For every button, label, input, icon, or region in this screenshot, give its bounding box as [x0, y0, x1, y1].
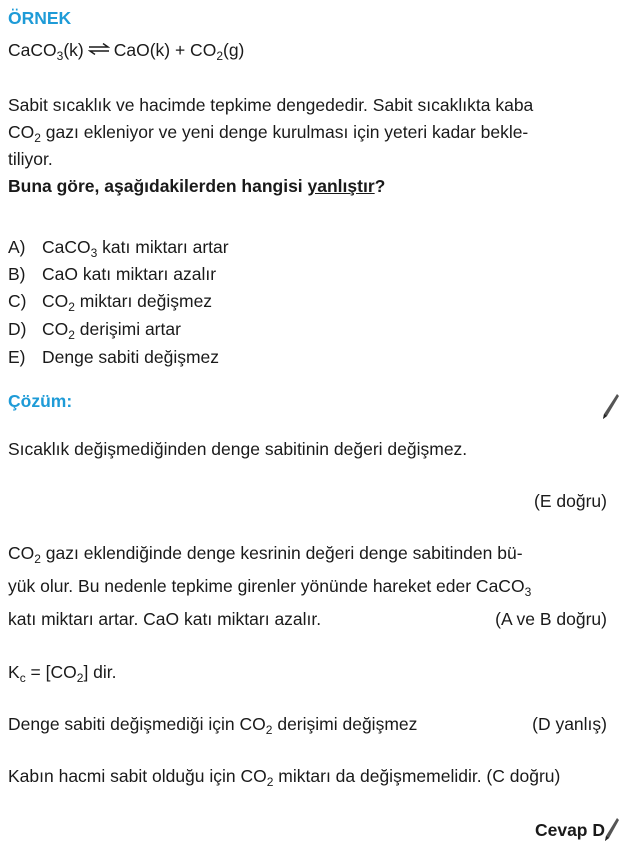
pencil-icon [601, 392, 619, 422]
solution-mark-3: (D yanlış) [532, 714, 607, 734]
product-subscript: 2 [216, 49, 223, 63]
example-heading: ÖRNEK [8, 8, 72, 28]
reactant-phase: (k) [63, 40, 84, 60]
solution-paragraph-2-line-1: $CO_2$ gazı eklendiğinde denge kesrinin değeri denge sabitinden bü- [8, 543, 523, 566]
question-prompt: Buna göre, aşağıdakilerden hangisi yanlıştır? [8, 176, 386, 196]
equilibrium-arrows-icon [88, 43, 110, 55]
option-c: C) $CO_2$ miktarı değişmez [8, 291, 213, 314]
solution-paragraph-2-line-2: yük olur. Bu nedenle tepkime girenler yönünde hareket eder CaCO$_3$ [8, 576, 532, 599]
question-line-2: $CO_2$ gazı ekleniyor ve yeni denge kurulması için yeteri kadar bekle- [8, 122, 529, 145]
option-d: D) $CO_2$ derişimi artar [8, 319, 181, 342]
answer-label: Cevap D [534, 820, 605, 840]
solution-mark-1: (E doğru) [534, 491, 607, 511]
option-a: A) CaCO$_3$ katı miktarı artar [8, 237, 229, 260]
option-b: B) CaO katı miktarı azalır [8, 264, 217, 284]
pencil-icon [603, 814, 619, 844]
question-line-3: tiliyor. [8, 149, 53, 169]
reactant-subscript: 3 [56, 49, 64, 63]
solution-paragraph-3: Denge sabiti değişmediği için $CO_2$ derişimi değişmez [8, 714, 418, 737]
solution-mark-2: (A ve B doğru) [495, 609, 607, 629]
product-phase: (g) [223, 40, 245, 60]
solution-heading: Çözüm: [8, 391, 73, 411]
products: CaO(k) + CO [113, 40, 217, 60]
reaction-equation [8, 38, 244, 62]
equilibrium-constant-expression: $K_c = [CO_2]$ dir. [8, 662, 117, 685]
reactant: CaCO [8, 40, 57, 60]
question-line-1: Sabit sıcaklık ve hacimde tepkime dengededir. Sabit sıcaklıkta kaba [8, 95, 534, 115]
option-e: E) Denge sabiti değişmez [8, 347, 220, 367]
solution-paragraph-1: Sıcaklık değişmediğinden denge sabitinin değeri değişmez. [8, 439, 468, 459]
solution-paragraph-2-line-3: katı miktarı artar. CaO katı miktarı azalır. [8, 609, 322, 629]
underlined-word: yanlıştır [307, 176, 375, 196]
solution-paragraph-4: Kabın hacmi sabit olduğu için $CO_2$ miktarı da değişmemelidir. (C doğru) [8, 766, 561, 789]
